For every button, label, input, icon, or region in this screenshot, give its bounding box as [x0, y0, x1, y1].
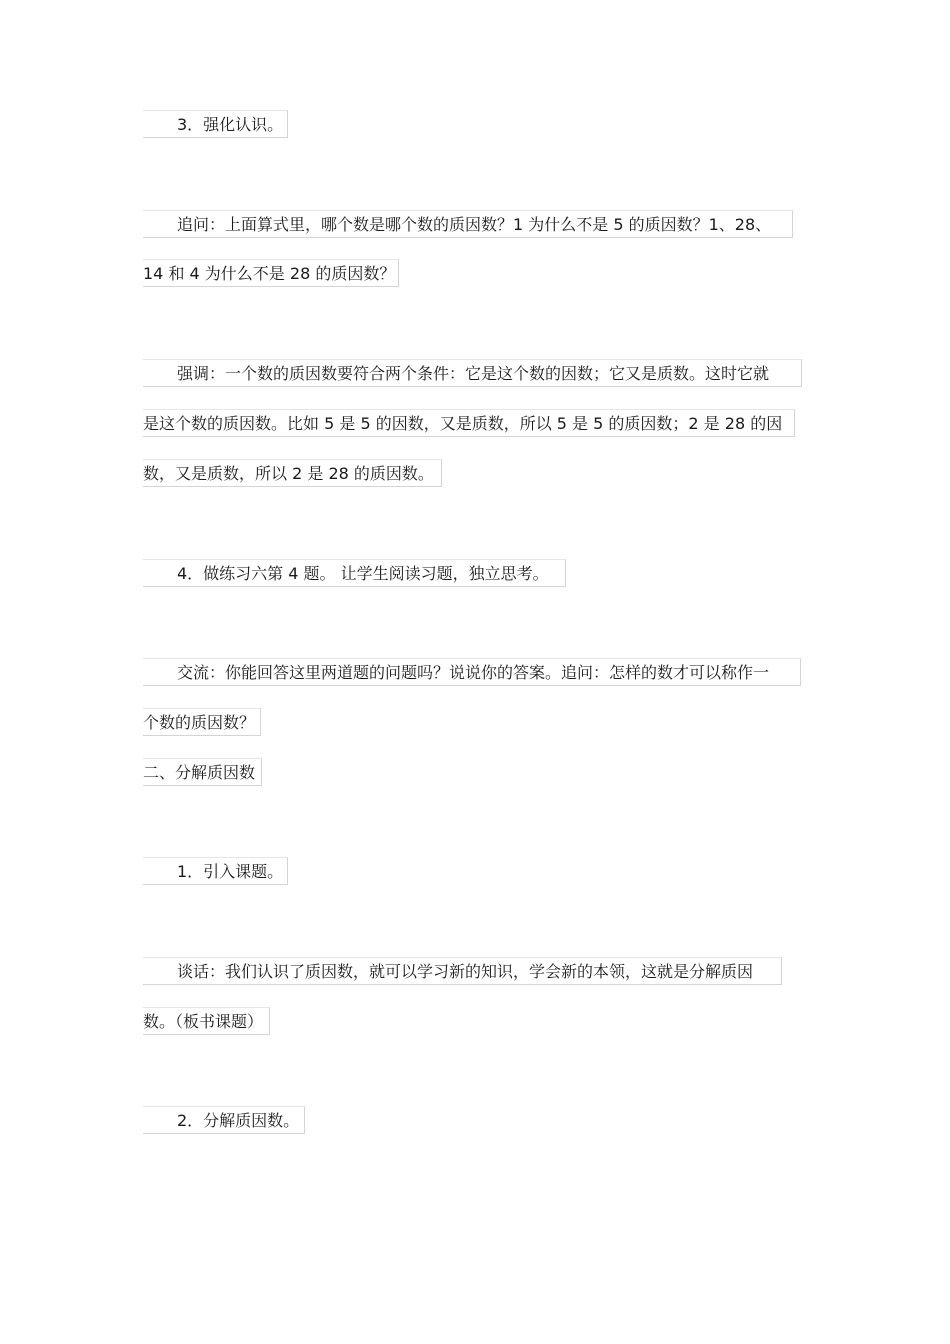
text-line: 3．强化认识。	[143, 110, 288, 138]
text-line: 强调：一个数的质因数要符合两个条件：它是这个数的因数；它又是质数。这时它就	[143, 359, 802, 387]
text-line: 个数的质因数？	[143, 708, 261, 736]
text-line: 谈话：我们认识了质因数，就可以学习新的知识，学会新的本领，这就是分解质因	[143, 957, 782, 985]
text-line: 是这个数的质因数。比如 5 是 5 的因数，又是质数，所以 5 是 5 的质因数；2 是 28 的因	[143, 409, 795, 437]
text-line: 2．分解质因数。	[143, 1106, 305, 1134]
text-line: 交流：你能回答这里两道题的问题吗？说说你的答案。追问：怎样的数才可以称作一	[143, 658, 801, 686]
section-heading: 二、分解质因数	[143, 758, 262, 786]
text-line: 14 和 4 为什么不是 28 的质因数？	[143, 259, 399, 287]
text-line: 数，又是质数，所以 2 是 28 的质因数。	[143, 459, 442, 487]
text-line: 4．做练习六第 4 题。 让学生阅读习题，独立思考。	[143, 559, 566, 587]
text-line: 1．引入课题。	[143, 857, 288, 885]
text-line: 数。（板书课题）	[143, 1007, 270, 1035]
text-line: 追问：上面算式里，哪个数是哪个数的质因数？1 为什么不是 5 的质因数？1、28、	[143, 210, 793, 238]
